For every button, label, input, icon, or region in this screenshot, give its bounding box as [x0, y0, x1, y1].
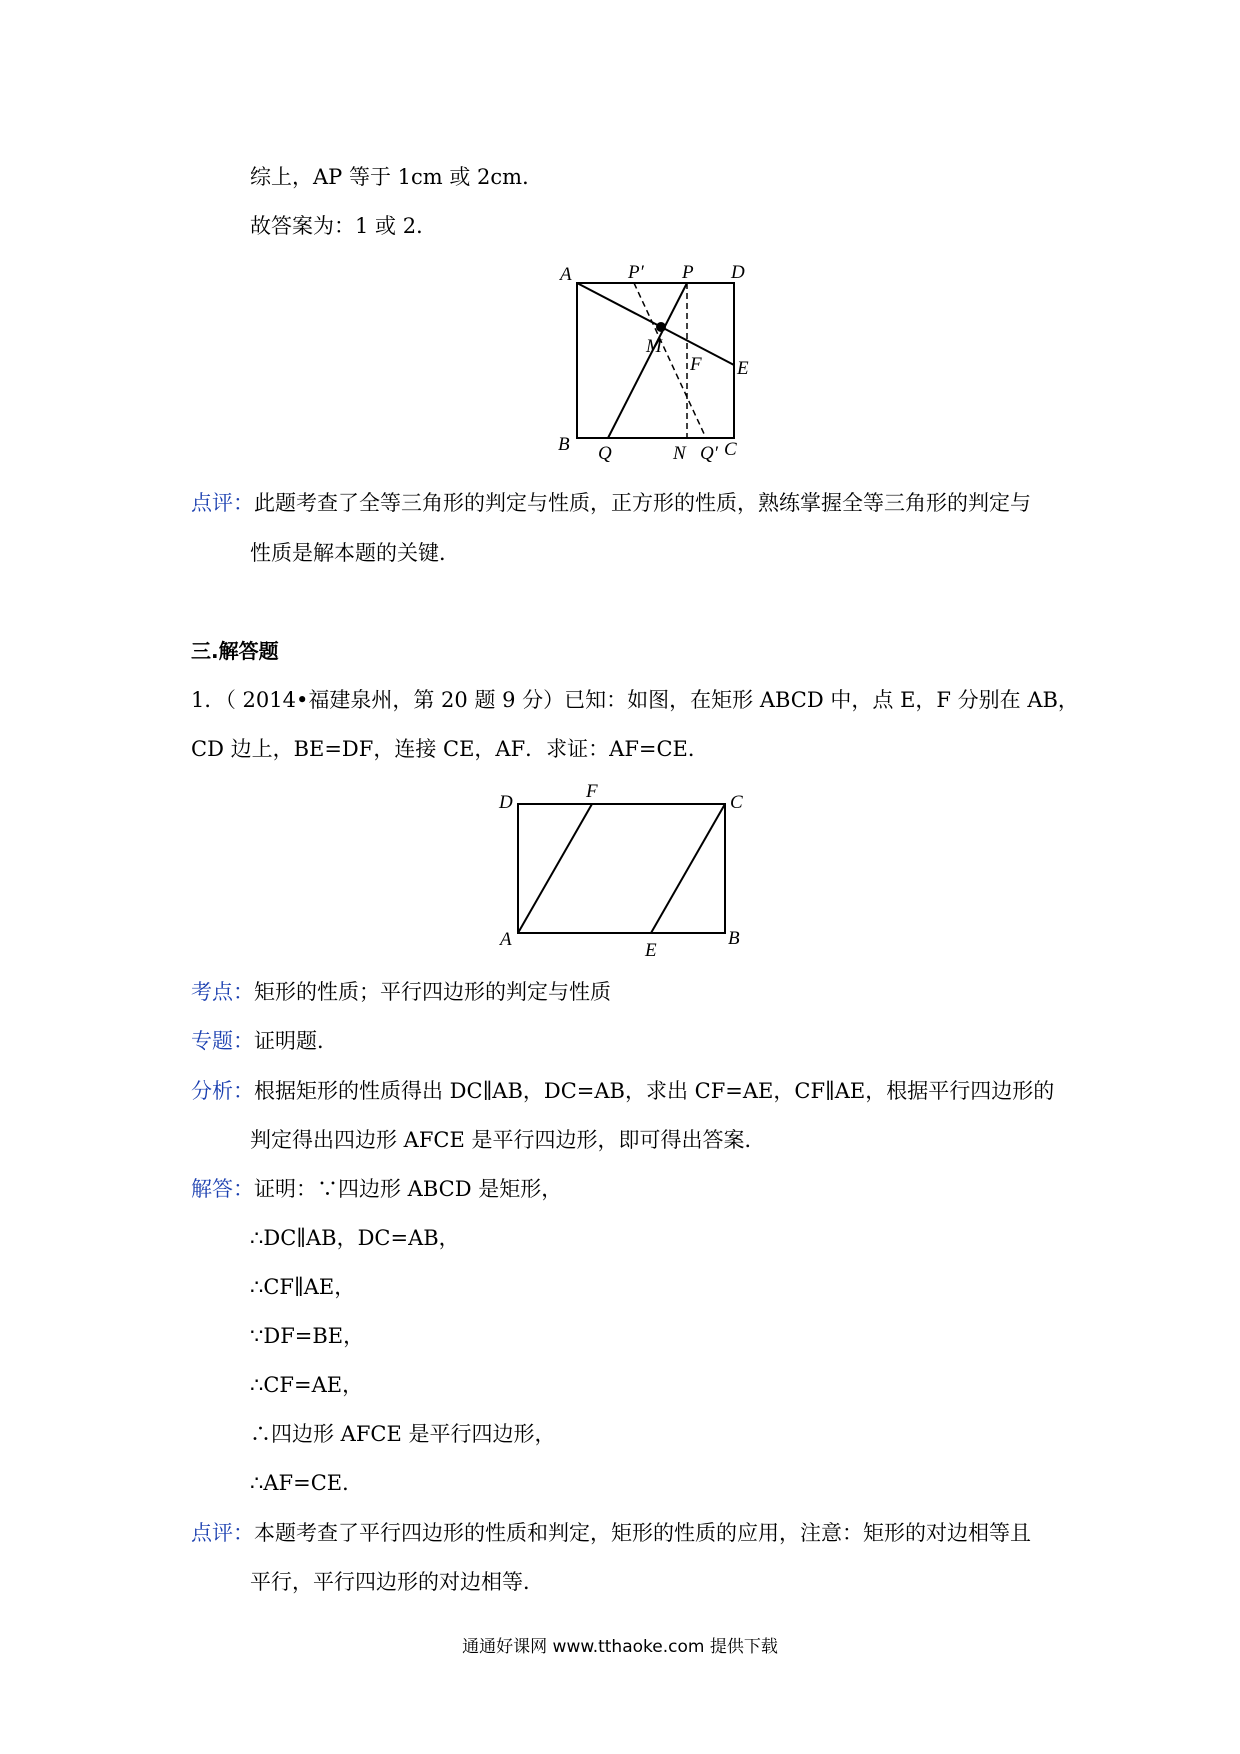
rectangle-outline [518, 804, 725, 933]
point-m [656, 322, 666, 332]
label-e: E [645, 940, 657, 961]
label-b: B [728, 928, 740, 949]
rectangle-figure [495, 775, 760, 965]
label-n: N [673, 443, 686, 464]
proof-step: ∴CF∥AE， [250, 1275, 356, 1299]
proof-step: ∵DF=BE， [250, 1324, 365, 1348]
comment-block-1 [191, 489, 1031, 517]
fenxi-text: 根据矩形的性质得出 DC∥AB，DC=AB，求出 CF=AE，CF∥AE，根据平行四边形的 [254, 1079, 1055, 1103]
proof-step: ∴四边形 AFCE 是平行四边形， [250, 1422, 556, 1446]
section-heading: 三.解答题 [191, 639, 279, 663]
comment-continuation: 性质是解本题的关键． [250, 541, 460, 565]
label-a: A [500, 929, 512, 950]
jieda-tag: 解答： [191, 1177, 254, 1201]
comment-tag: 点评： [191, 491, 254, 515]
kaodian-tag: 考点： [191, 980, 254, 1004]
answer-line: 故答案为：1 或 2． [250, 214, 438, 238]
label-e: E [737, 358, 749, 379]
label-q: Q [598, 443, 612, 464]
page-footer: 通通好课网 www.tthaoke.com 提供下载 [462, 1637, 778, 1657]
label-q-prime: Q′ [700, 443, 718, 464]
kaodian-text: 矩形的性质；平行四边形的判定与性质 [254, 980, 611, 1004]
zhuanti-block [191, 1027, 338, 1055]
jieda-block [191, 1175, 562, 1203]
label-d: D [499, 792, 513, 813]
conclusion-line: 综上，AP 等于 1cm 或 2cm． [250, 165, 544, 189]
jieda-text: 证明：∵四边形 ABCD 是矩形， [254, 1177, 563, 1201]
label-c: C [730, 792, 743, 813]
segment-ec [651, 804, 725, 933]
zhuanti-text: 证明题． [254, 1029, 338, 1053]
proof-step: ∴DC∥AB，DC=AB， [250, 1226, 460, 1250]
label-p: P [682, 262, 694, 283]
problem-line-2: CD 边上，BE=DF，连接 CE，AF．求证：AF=CE． [191, 737, 709, 761]
label-c: C [724, 439, 737, 460]
label-f: F [690, 354, 702, 375]
dianping-continuation: 平行，平行四边形的对边相等． [250, 1570, 544, 1594]
square-outline [577, 283, 734, 438]
proof-step: ∴AF=CE． [250, 1471, 364, 1495]
fenxi-continuation: 判定得出四边形 AFCE 是平行四边形，即可得出答案． [250, 1128, 766, 1152]
label-a: A [560, 264, 572, 285]
label-b: B [558, 434, 570, 455]
zhuanti-tag: 专题： [191, 1029, 254, 1053]
kaodian-block [191, 978, 611, 1006]
square-figure [540, 255, 770, 470]
fenxi-tag: 分析： [191, 1079, 254, 1103]
label-f: F [586, 781, 598, 802]
proof-step: ∴CF=AE， [250, 1373, 364, 1397]
fenxi-block [191, 1077, 1054, 1105]
problem-line-1: 1．（ 2014•福建泉州，第 20 题 9 分）已知：如图，在矩形 ABCD 中，点 E，F 分别在 AB， [191, 688, 1079, 712]
dianping-tag: 点评： [191, 1521, 254, 1545]
segment-af [518, 804, 592, 933]
label-m: M [646, 336, 662, 357]
label-p-prime: P′ [628, 262, 644, 283]
dianping-text: 本题考查了平行四边形的性质和判定，矩形的性质的应用，注意：矩形的对边相等且 [254, 1521, 1031, 1545]
comment-text: 此题考查了全等三角形的判定与性质，正方形的性质，熟练掌握全等三角形的判定与 [254, 491, 1031, 515]
dianping-block [191, 1519, 1031, 1547]
label-d: D [731, 262, 745, 283]
